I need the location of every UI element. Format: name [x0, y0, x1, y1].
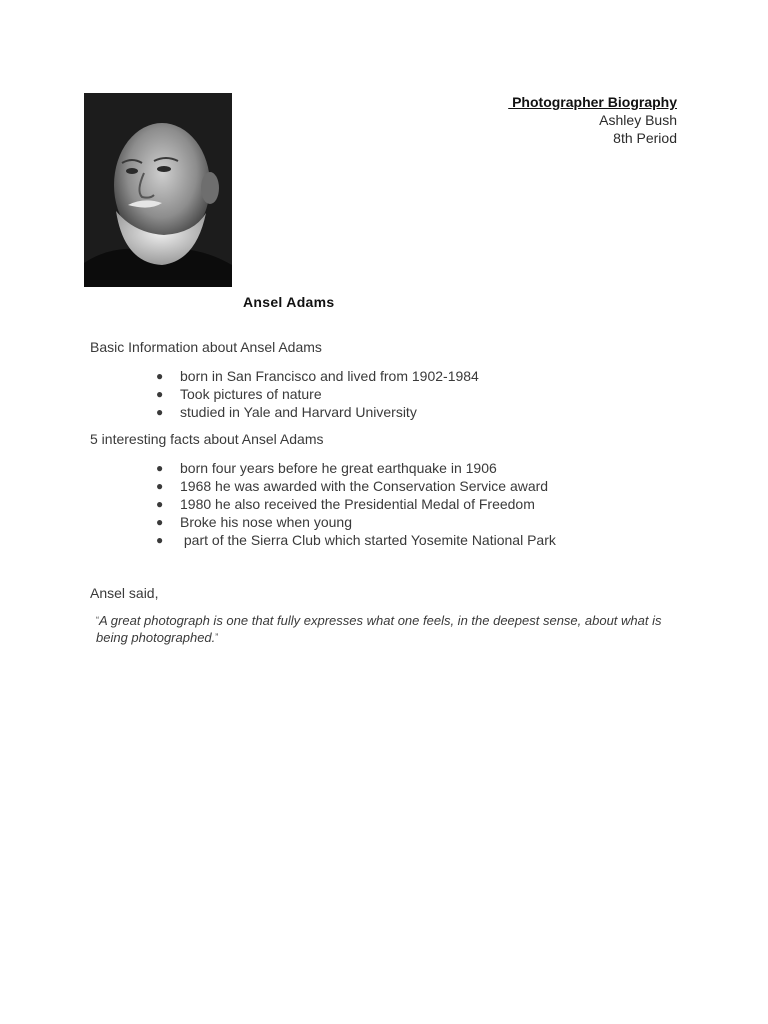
- list-item: ● 1980 he also received the Presidential Medal of Freedom: [156, 496, 535, 512]
- bullet-icon: ●: [156, 515, 164, 529]
- list-item: ● born four years before he great earthquake in 1906: [156, 460, 497, 476]
- facts-list: [156, 459, 556, 549]
- basic-info-heading: Basic Information about Ansel Adams: [90, 339, 322, 355]
- quote-body: A great photograph is one that fully expresses what one feels, in the deepest sense, about what is being photographed.: [96, 613, 662, 645]
- bullet-icon: ●: [156, 533, 164, 547]
- list-item: ● Broke his nose when young: [156, 514, 352, 530]
- list-item: ● born in San Francisco and lived from 1902-1984: [156, 368, 479, 384]
- header-block: [508, 93, 677, 147]
- quote-intro: Ansel said,: [90, 585, 159, 601]
- bullet-icon: ●: [156, 387, 164, 401]
- document-title: Photographer Biography: [508, 94, 677, 110]
- bullet-icon: ●: [156, 461, 164, 475]
- list-item: ● part of the Sierra Club which started Yosemite National Park: [156, 532, 556, 548]
- basic-info-list: [156, 367, 479, 421]
- portrait-photo: [84, 93, 232, 287]
- subject-title: Ansel Adams: [243, 294, 335, 310]
- portrait-image: [84, 93, 232, 287]
- facts-heading: 5 interesting facts about Ansel Adams: [90, 431, 324, 447]
- close-quote-mark: ”: [215, 632, 219, 642]
- bullet-icon: ●: [156, 369, 164, 383]
- bullet-icon: ●: [156, 479, 164, 493]
- class-period: 8th Period: [613, 130, 677, 146]
- author-name: Ashley Bush: [599, 112, 677, 128]
- quote-text: [96, 612, 666, 646]
- open-quote-mark: “: [96, 615, 99, 625]
- bullet-icon: ●: [156, 497, 164, 511]
- list-item: ● studied in Yale and Harvard University: [156, 404, 417, 420]
- list-item: ● 1968 he was awarded with the Conservation Service award: [156, 478, 549, 494]
- list-item: ● Took pictures of nature: [156, 386, 322, 402]
- bullet-icon: ●: [156, 405, 164, 419]
